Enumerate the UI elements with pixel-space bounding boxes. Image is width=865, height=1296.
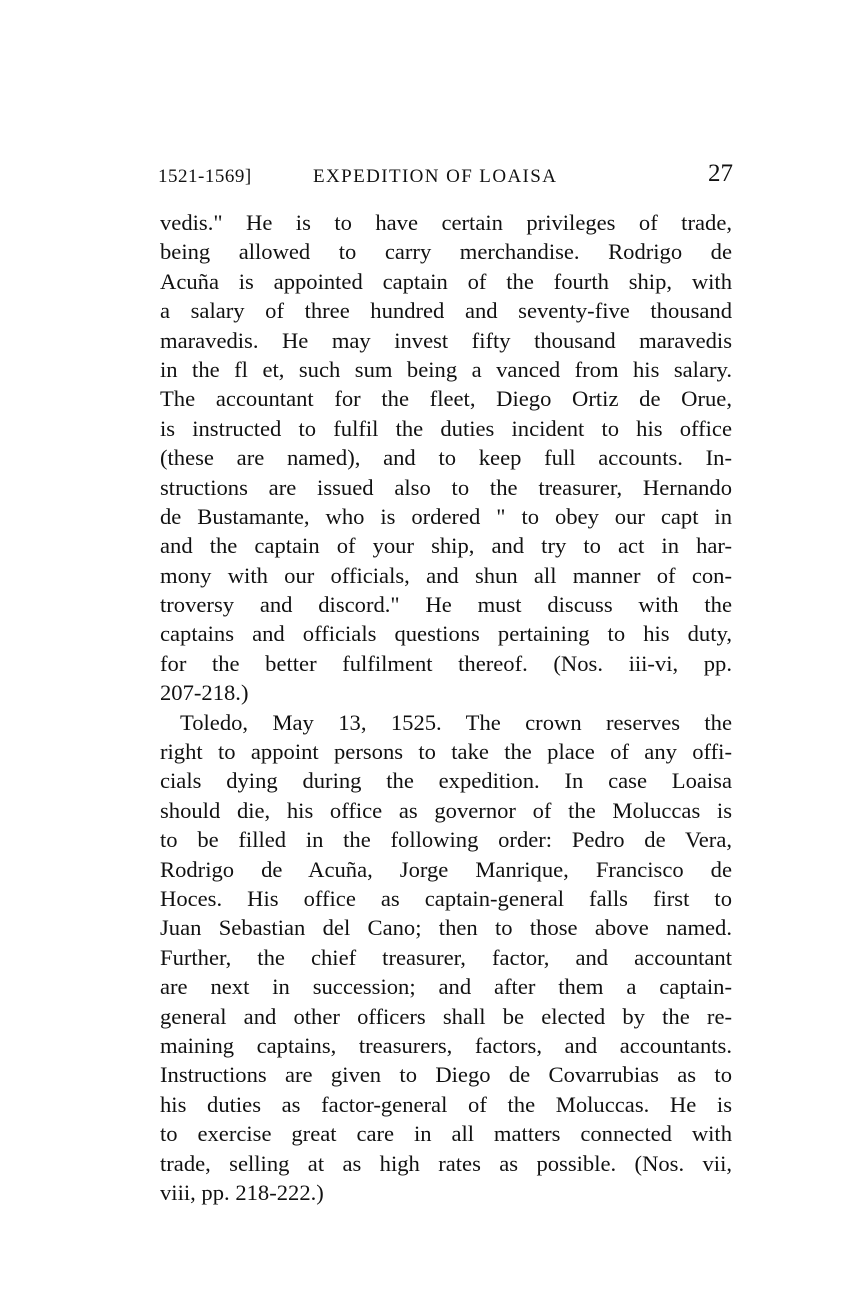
text-line: vedis." He is to have certain privileges of trade, <box>160 210 732 235</box>
text-line: viii, pp. 218-222.) <box>160 1179 324 1205</box>
text-line: Juan Sebastian del Cano; then to those above named. <box>160 915 732 941</box>
text-line: being allowed to carry merchandise. Rodrigo de <box>160 239 732 265</box>
text-line: Instructions are given to Diego de Covarrubias as to <box>160 1062 732 1088</box>
page-number: 27 <box>708 160 733 187</box>
text-line: mony with our officials, and shun all manner of con- <box>160 562 732 588</box>
text-line: Toledo, May 13, 1525. The crown reserves the <box>180 709 732 735</box>
text-line: trade, selling at as high rates as possible. (Nos. vii, <box>160 1150 732 1176</box>
running-head <box>158 160 733 200</box>
body-text <box>160 208 732 1207</box>
running-head-years: 1521-1569] <box>158 166 252 187</box>
text-line: right to appoint persons to take the place of any offi- <box>160 739 732 765</box>
text-line: general and other officers shall be elected by the re- <box>160 1003 732 1029</box>
text-line: for the better fulfilment thereof. (Nos. iii-vi, pp. <box>160 650 732 676</box>
text-line: Rodrigo de Acuña, Jorge Manrique, Francisco de <box>160 856 732 882</box>
text-line: de Bustamante, who is ordered " to obey our capt in <box>160 503 732 529</box>
text-line: captains and officials questions pertaining to his duty, <box>160 621 732 647</box>
text-line: to be filled in the following order: Pedro de Vera, <box>160 827 732 853</box>
text-line: troversy and discord." He must discuss with the <box>160 592 732 618</box>
text-line: 207-218.) <box>160 680 249 706</box>
paragraph <box>160 208 732 708</box>
text-line: Further, the chief treasurer, factor, and accountant <box>160 944 732 970</box>
text-line: and the captain of your ship, and try to act in har- <box>160 533 732 559</box>
text-line: Acuña is appointed captain of the fourth ship, with <box>160 268 732 294</box>
paragraph <box>160 708 732 1208</box>
text-line: to exercise great care in all matters connected with <box>160 1121 732 1147</box>
text-line: (these are named), and to keep full accounts. In- <box>160 445 732 471</box>
text-line: should die, his office as governor of the Moluccas is <box>160 797 732 823</box>
text-line: in the fl et, such sum being a vanced from his salary. <box>160 356 732 382</box>
text-line: is instructed to fulfil the duties incident to his office <box>160 415 732 441</box>
running-head-title: EXPEDITION OF LOAISA <box>313 166 558 187</box>
text-line: structions are issued also to the treasurer, Hernando <box>160 474 732 500</box>
text-line: The accountant for the fleet, Diego Ortiz de Orue, <box>160 386 732 412</box>
text-line: Hoces. His office as captain-general falls first to <box>160 885 732 911</box>
text-line: a salary of three hundred and seventy-five thousand <box>160 298 732 324</box>
text-line: maining captains, treasurers, factors, and accountants. <box>160 1032 732 1058</box>
text-line: his duties as factor-general of the Moluccas. He is <box>160 1091 732 1117</box>
text-line: are next in succession; and after them a captain- <box>160 974 732 1000</box>
text-line: maravedis. He may invest fifty thousand maravedis <box>160 327 732 353</box>
text-line: cials dying during the expedition. In case Loaisa <box>160 768 732 794</box>
